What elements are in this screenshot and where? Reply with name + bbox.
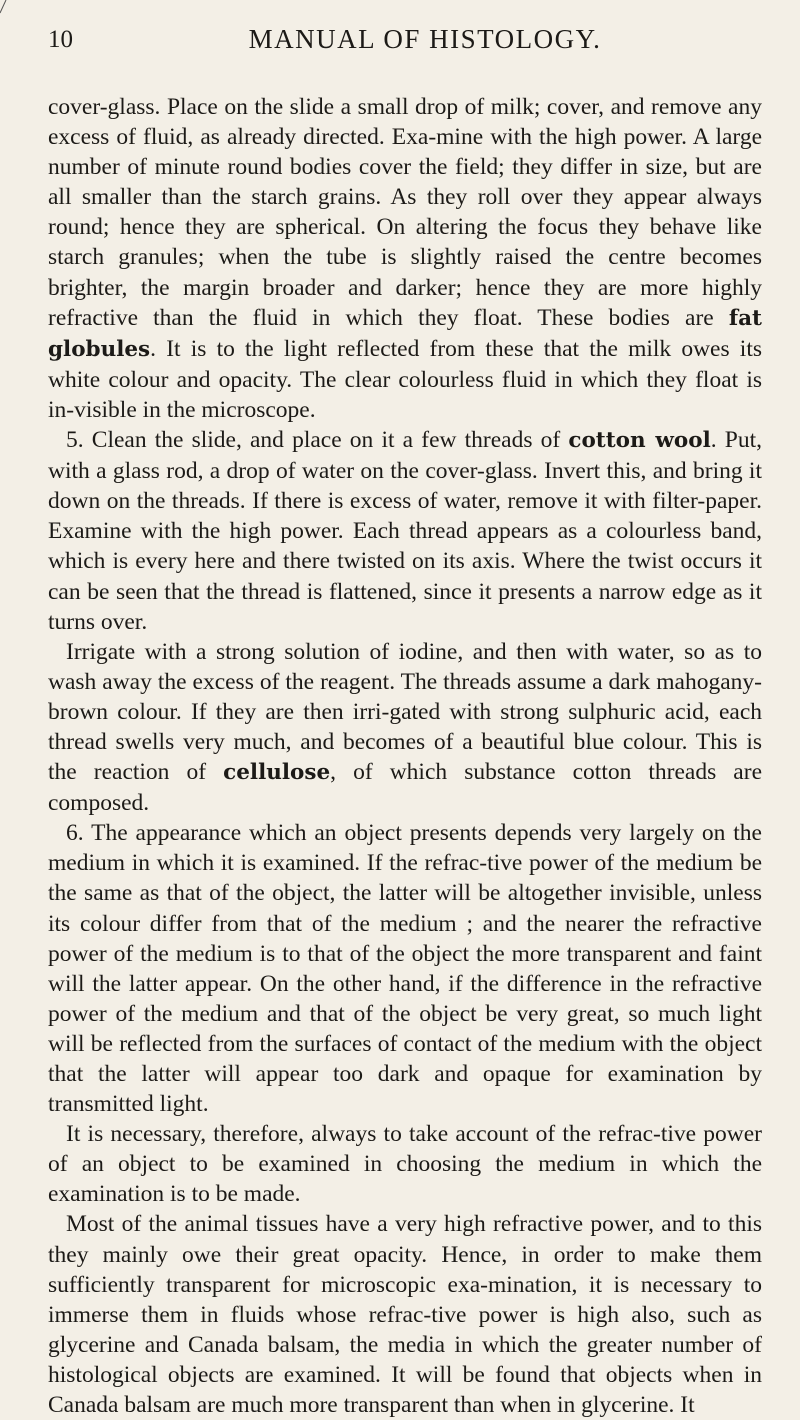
running-head: MANUAL OF HISTOLOGY. (248, 24, 602, 54)
text-run: . Put, with a glass rod, a drop of water on the cover-glass. Invert this, and bring it down on the threads. If there is excess of water, remove it with filter-paper. Examine with the high power. Each thread appears as a colourless band, which is every here and there twisted on its axis. Where the twist occurs it can be seen that the thread is flattened, since it presents a narrow edge as it turns over. (48, 427, 762, 635)
paragraph (48, 1119, 762, 1209)
body-text (48, 92, 762, 1420)
paragraph (48, 425, 762, 637)
paragraph (48, 1209, 762, 1420)
text-run: 6. The appearance which an object presents depends very largely on the medium in which it is examined. If the refrac-tive power of the medium be the same as that of the object, the latter will be altogether invisible, unless its colour differ from that of the medium ; and the nearer the refractive power of the medium is to that of the object the more transparent and faint will the latter appear. On the other hand, if the difference in the refractive power of the medium and that of the object be very great, so much light will be reflected from the surfaces of contact of the medium with the object that the latter will appear too dark and opaque for examination by transmitted light. (48, 820, 762, 1118)
paragraph (48, 637, 762, 819)
bold-term: fat globules (48, 305, 762, 362)
paragraph (48, 92, 762, 425)
bold-term: cotton wool (568, 428, 711, 454)
text-run: It is necessary, therefore, always to take account of the refrac-tive power of an object to be examined in choosing the medium in which the examination is to be made. (48, 1121, 762, 1208)
page-number: 10 (48, 26, 73, 53)
paragraph (48, 818, 762, 1119)
bold-term: cellulose (223, 760, 331, 786)
text-run: Most of the animal tissues have a very high refractive power, and to this they mainly owe their great opacity. Hence, in order to make them sufficiently transparent for microscopic exa-mination, it is necessary to immerse them in fluids whose refrac-tive power is high also, such as glycerine and Canada balsam, the media in which the greater number of histological objects are examined. It will be found that objects when in Canada balsam are much more transparent than when in glycerine. It (48, 1211, 762, 1419)
text-run: Irrigate with a strong solution of iodine, and then with water, so as to wash away the excess of the reagent. The threads assume a dark mahogany-brown colour. If they are then irri-gated with strong sulphuric acid, each thread swells very much, and becomes of a beautiful blue colour. This is the reaction of (48, 638, 762, 786)
text-run: . It is to the light reflected from these that the milk owes its white colour and opacity. The clear colourless fluid in which they float is in-visible in the microscope. (48, 335, 762, 423)
page-corner-mark (0, 0, 14, 14)
page-header (48, 20, 762, 60)
text-run: 5. Clean the slide, and place on it a few threads of (66, 427, 569, 454)
text-run: , of which substance cotton threads are composed. (48, 759, 762, 817)
text-run: cover-glass. Place on the slide a small drop of milk; cover, and remove any excess of fluid, as already directed. Exa-mine with the high power. A large number of minute round bodies cover the field; they differ in size, but are all smaller than the starch grains. As they roll over they appear always round; hence they are spherical. On altering the focus they behave like starch granules; when the tube is slightly raised the centre becomes brighter, the margin broader and darker; hence they are more highly refractive than the fluid in which they float. These bodies are (48, 94, 762, 331)
